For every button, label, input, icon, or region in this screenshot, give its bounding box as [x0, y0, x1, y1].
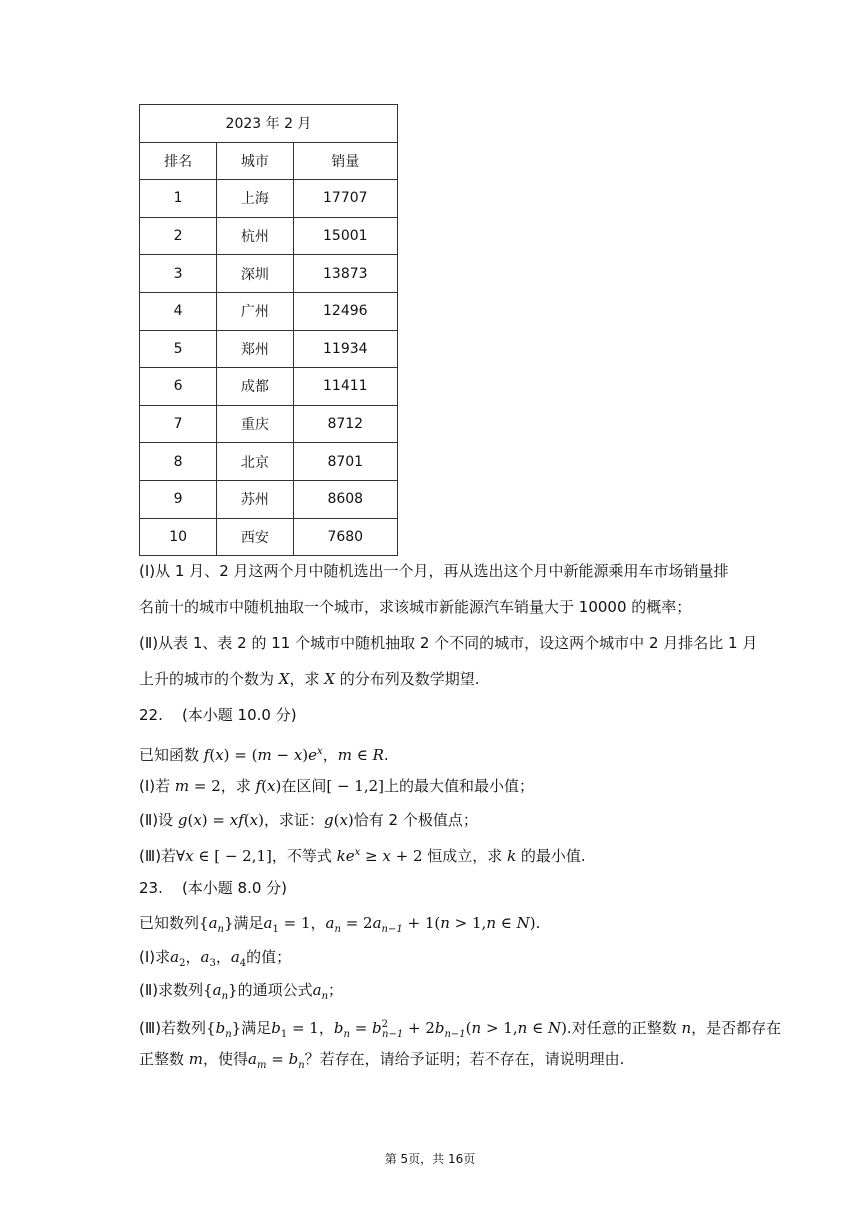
city-cell: 北京 [217, 443, 293, 481]
table-row [140, 443, 398, 481]
sales-cell: 8608 [293, 480, 397, 518]
q21-part2-line1: (Ⅱ)从表 1、表 2 的 11 个城市中随机抽取 2 个不同的城市，设这两个城市中 2 月排名比 1 月 [139, 634, 758, 652]
table-row [140, 330, 398, 368]
city-cell: 杭州 [217, 217, 293, 255]
header-rank: 排名 [140, 142, 217, 180]
table-title: 2023 年 2 月 [140, 105, 398, 143]
table-row [140, 368, 398, 406]
table-row [140, 217, 398, 255]
q21-part1-line1: (Ⅰ)从 1 月、2 月这两个月中随机选出一个月，再从选出这个月中新能源乘用车市场销量排 [139, 562, 729, 580]
rank-cell: 3 [140, 255, 217, 293]
q22-part2: (Ⅱ)设 g(x) = xf(x)，求证：g(x)恰有 2 个极值点； [139, 811, 478, 829]
sales-cell: 12496 [293, 292, 397, 330]
rank-cell: 1 [140, 180, 217, 218]
q23-points: (本小题 8.0 分) [181, 879, 288, 897]
q22-part3: (Ⅲ)若∀x ∈ [ − 2,1]，不等式 $ke^x \ge x + 2$ 恒成立，求 k 的最小值. [139, 847, 586, 865]
q21-part1-line2: 名前十的城市中随机抽取一个城市，求该城市新能源汽车销量大于 10000 的概率； [139, 598, 692, 616]
q22-number: 22. [139, 706, 163, 724]
sales-cell: 13873 [293, 255, 397, 293]
table-row [140, 180, 398, 218]
city-cell: 苏州 [217, 480, 293, 518]
header-sales: 销量 [293, 142, 397, 180]
q23-part3-line1: (Ⅲ)若数列$\{b_n\}$满足$b_1 = 1$，$b_n = b^2_{n-1} + 2b_{n-1}(n > 1,n$ ∈ N).对任意的正整数 n，是否都存在 [139, 1019, 782, 1040]
q23-part2: (Ⅱ)求数列$\{a_n\}$的通项公式$a_n$； [139, 981, 344, 1002]
table-row [140, 518, 398, 556]
rank-cell: 10 [140, 518, 217, 556]
rank-cell: 9 [140, 480, 217, 518]
sales-cell: 17707 [293, 180, 397, 218]
city-cell: 西安 [217, 518, 293, 556]
rank-cell: 2 [140, 217, 217, 255]
sales-cell: 15001 [293, 217, 397, 255]
q23-stem: 已知数列$\{a_n\}$满足$a_1 = 1$，$a_n = 2a_{n-1} + 1(n > 1,n$ ∈ N). [139, 914, 541, 935]
city-cell: 深圳 [217, 255, 293, 293]
rank-cell: 7 [140, 405, 217, 443]
q23-part3-line2: 正整数 m，使得$a_m = b_n$？若存在，请给予证明；若不存在，请说明理由. [139, 1050, 625, 1071]
q22-part1: (Ⅰ)若 m = 2，求 f(x)在区间[ − 1,2]上的最大值和最小值； [139, 777, 535, 795]
rank-cell: 5 [140, 330, 217, 368]
q23-number: 23. [139, 879, 163, 897]
rank-cell: 4 [140, 292, 217, 330]
sales-cell: 7680 [293, 518, 397, 556]
header-city: 城市 [217, 142, 293, 180]
page-footer: 第 5页，共 16页 [384, 1152, 476, 1166]
table-row [140, 292, 398, 330]
rank-cell: 8 [140, 443, 217, 481]
city-cell: 上海 [217, 180, 293, 218]
sales-cell: 8712 [293, 405, 397, 443]
city-cell: 郑州 [217, 330, 293, 368]
q23-part1: (Ⅰ)求$a_2$，$a_3$，$a_4$的值； [139, 948, 292, 969]
q22-header [139, 705, 779, 725]
table-row [140, 255, 398, 293]
q21-part2-line2: 上升的城市的个数为 X，求 X 的分布列及数学期望. [139, 670, 480, 688]
sales-table [139, 104, 398, 556]
rank-cell: 6 [140, 368, 217, 406]
sales-cell: 11411 [293, 368, 397, 406]
table-row [140, 480, 398, 518]
sales-cell: 8701 [293, 443, 397, 481]
city-cell: 广州 [217, 292, 293, 330]
q22-stem: 已知函数 $f(x) = (m - x)e^x$，m ∈ R. [139, 746, 389, 764]
city-cell: 重庆 [217, 405, 293, 443]
table-row [140, 405, 398, 443]
q23-header [139, 878, 779, 898]
city-cell: 成都 [217, 368, 293, 406]
q22-points: (本小题 10.0 分) [181, 706, 297, 724]
sales-cell: 11934 [293, 330, 397, 368]
